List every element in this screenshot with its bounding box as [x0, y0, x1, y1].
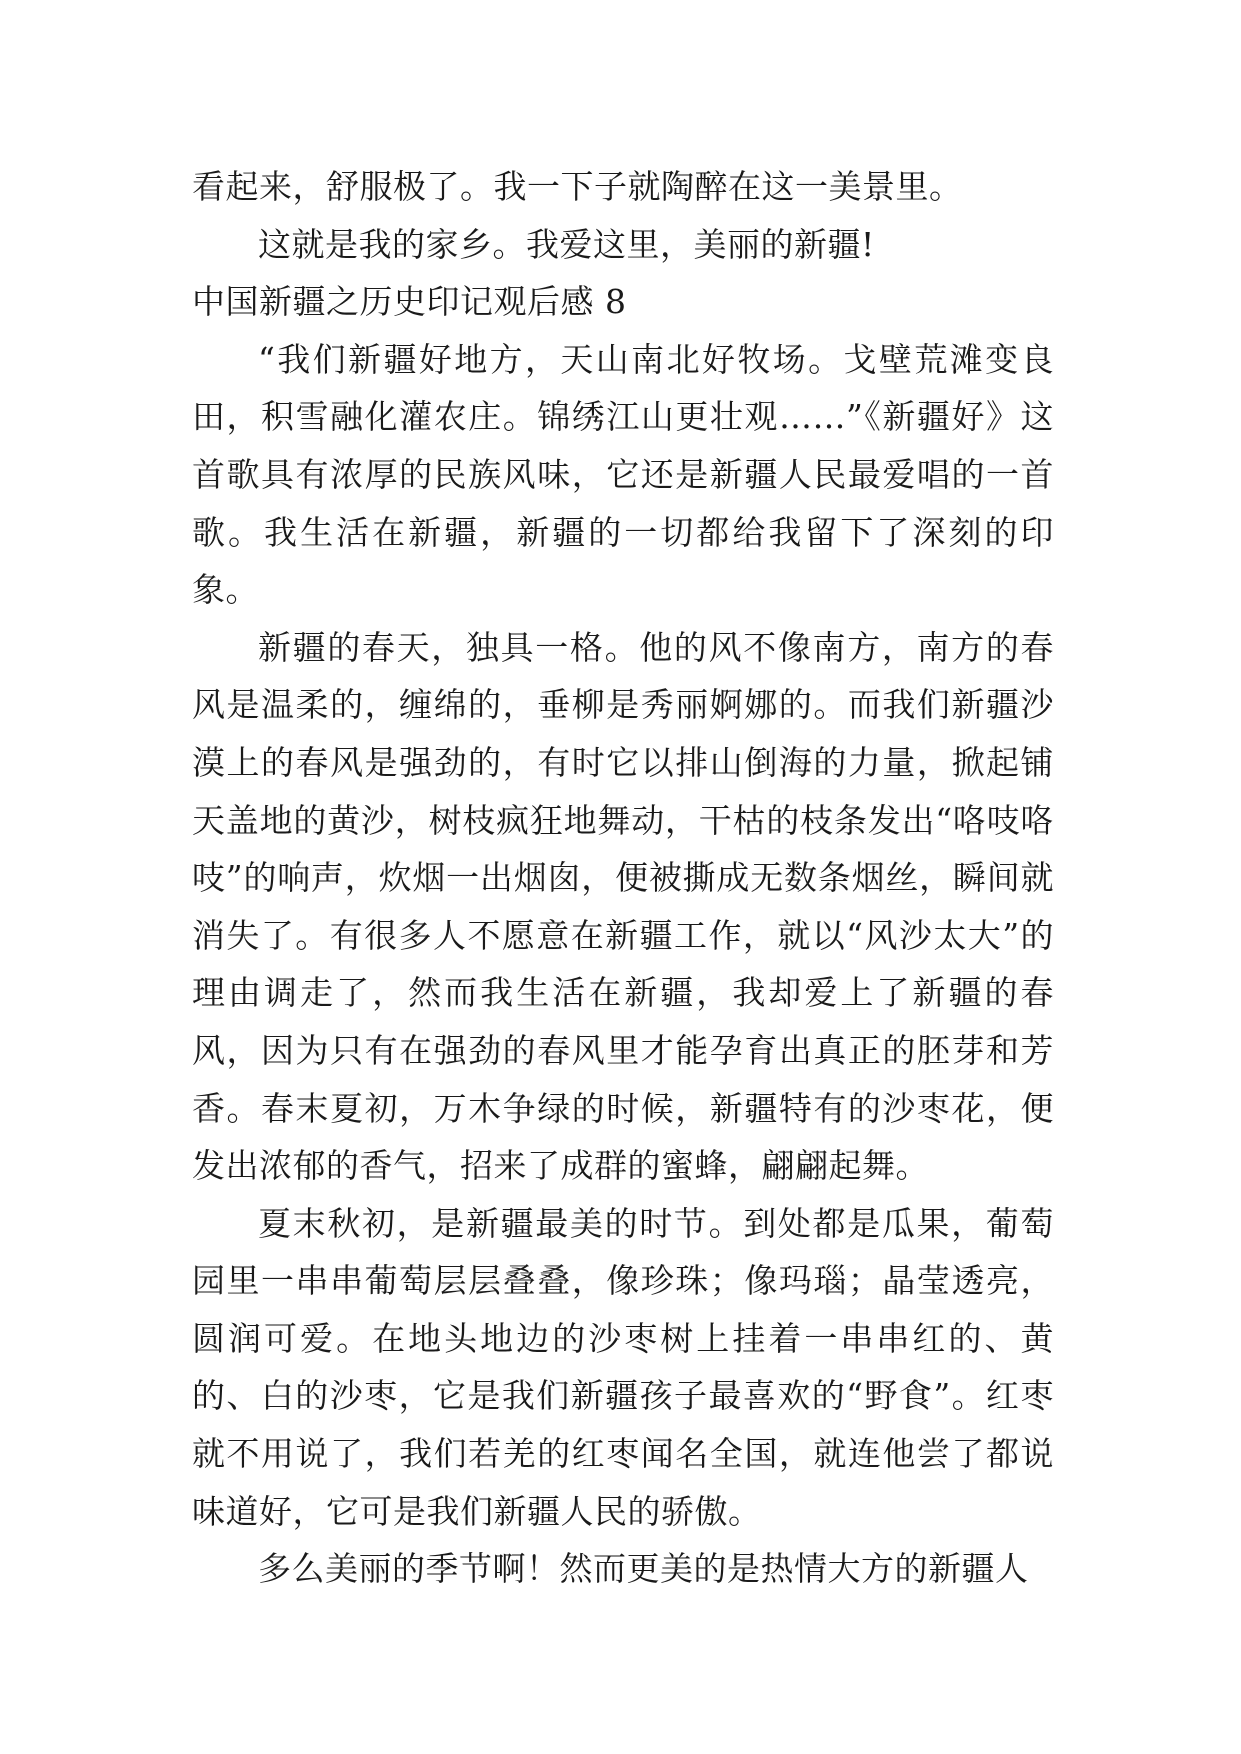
paragraph-closing: 这就是我的家乡。我爱这里，美丽的新疆! [258, 224, 875, 264]
paragraph-autumn: 夏末秋初，是新疆最美的时节。到处都是瓜果，葡萄园里一串串葡萄层层叠叠，像珍珠；像玛瑙；晶莹透亮，圆润可爱。在地头地边的沙枣树上挂着一串串红的、黄的、白的沙枣，它是我们新疆孩子最喜欢的“野食”。红枣就不用说了，我们若羌的红枣闻名全国，就连他尝了都说味道好，它可是我们新疆人民的骄傲。 [192, 1203, 1054, 1531]
paragraph-people: 多么美丽的季节啊！然而更美的是热情大方的新疆人 [258, 1549, 1029, 1589]
document-page [192, 158, 1054, 1598]
paragraph-continuation: 看起来，舒服极了。我一下子就陶醉在这一美景里。 [192, 167, 963, 206]
paragraph-song: “我们新疆好地方，天山南北好牧场。戈壁荒滩变良田，积雪融化灌农庄。锦绣江山更壮观……”《新疆好》这首歌具有浓厚的民族风味，它还是新疆人民最爱唱的一首歌。我生活在新疆，新疆的一切都给我留下了深刻的印象。 [192, 339, 1054, 610]
paragraph-spring: 新疆的春天，独具一格。他的风不像南方，南方的春风是温柔的，缠绵的，垂柳是秀丽婀娜的。而我们新疆沙漠上的春风是强劲的，有时它以排山倒海的力量，掀起铺天盖地的黄沙，树枝疯狂地舞动，干枯的枝条发出“咯吱咯吱”的响声，炊烟一出烟囱，便被撕成无数条烟丝，瞬间就消失了。有很多人不愿意在新疆工作，就以“风沙太大”的理由调走了，然而我生活在新疆，我却爱上了新疆的春风，因为只有在强劲的春风里才能孕育出真正的胚芽和芳香。春末夏初，万木争绿的时候，新疆特有的沙枣花，便发出浓郁的香气，招来了成群的蜜蜂，翩翩起舞。 [192, 627, 1054, 1186]
section-heading: 中国新疆之历史印记观后感 8 [192, 282, 627, 322]
